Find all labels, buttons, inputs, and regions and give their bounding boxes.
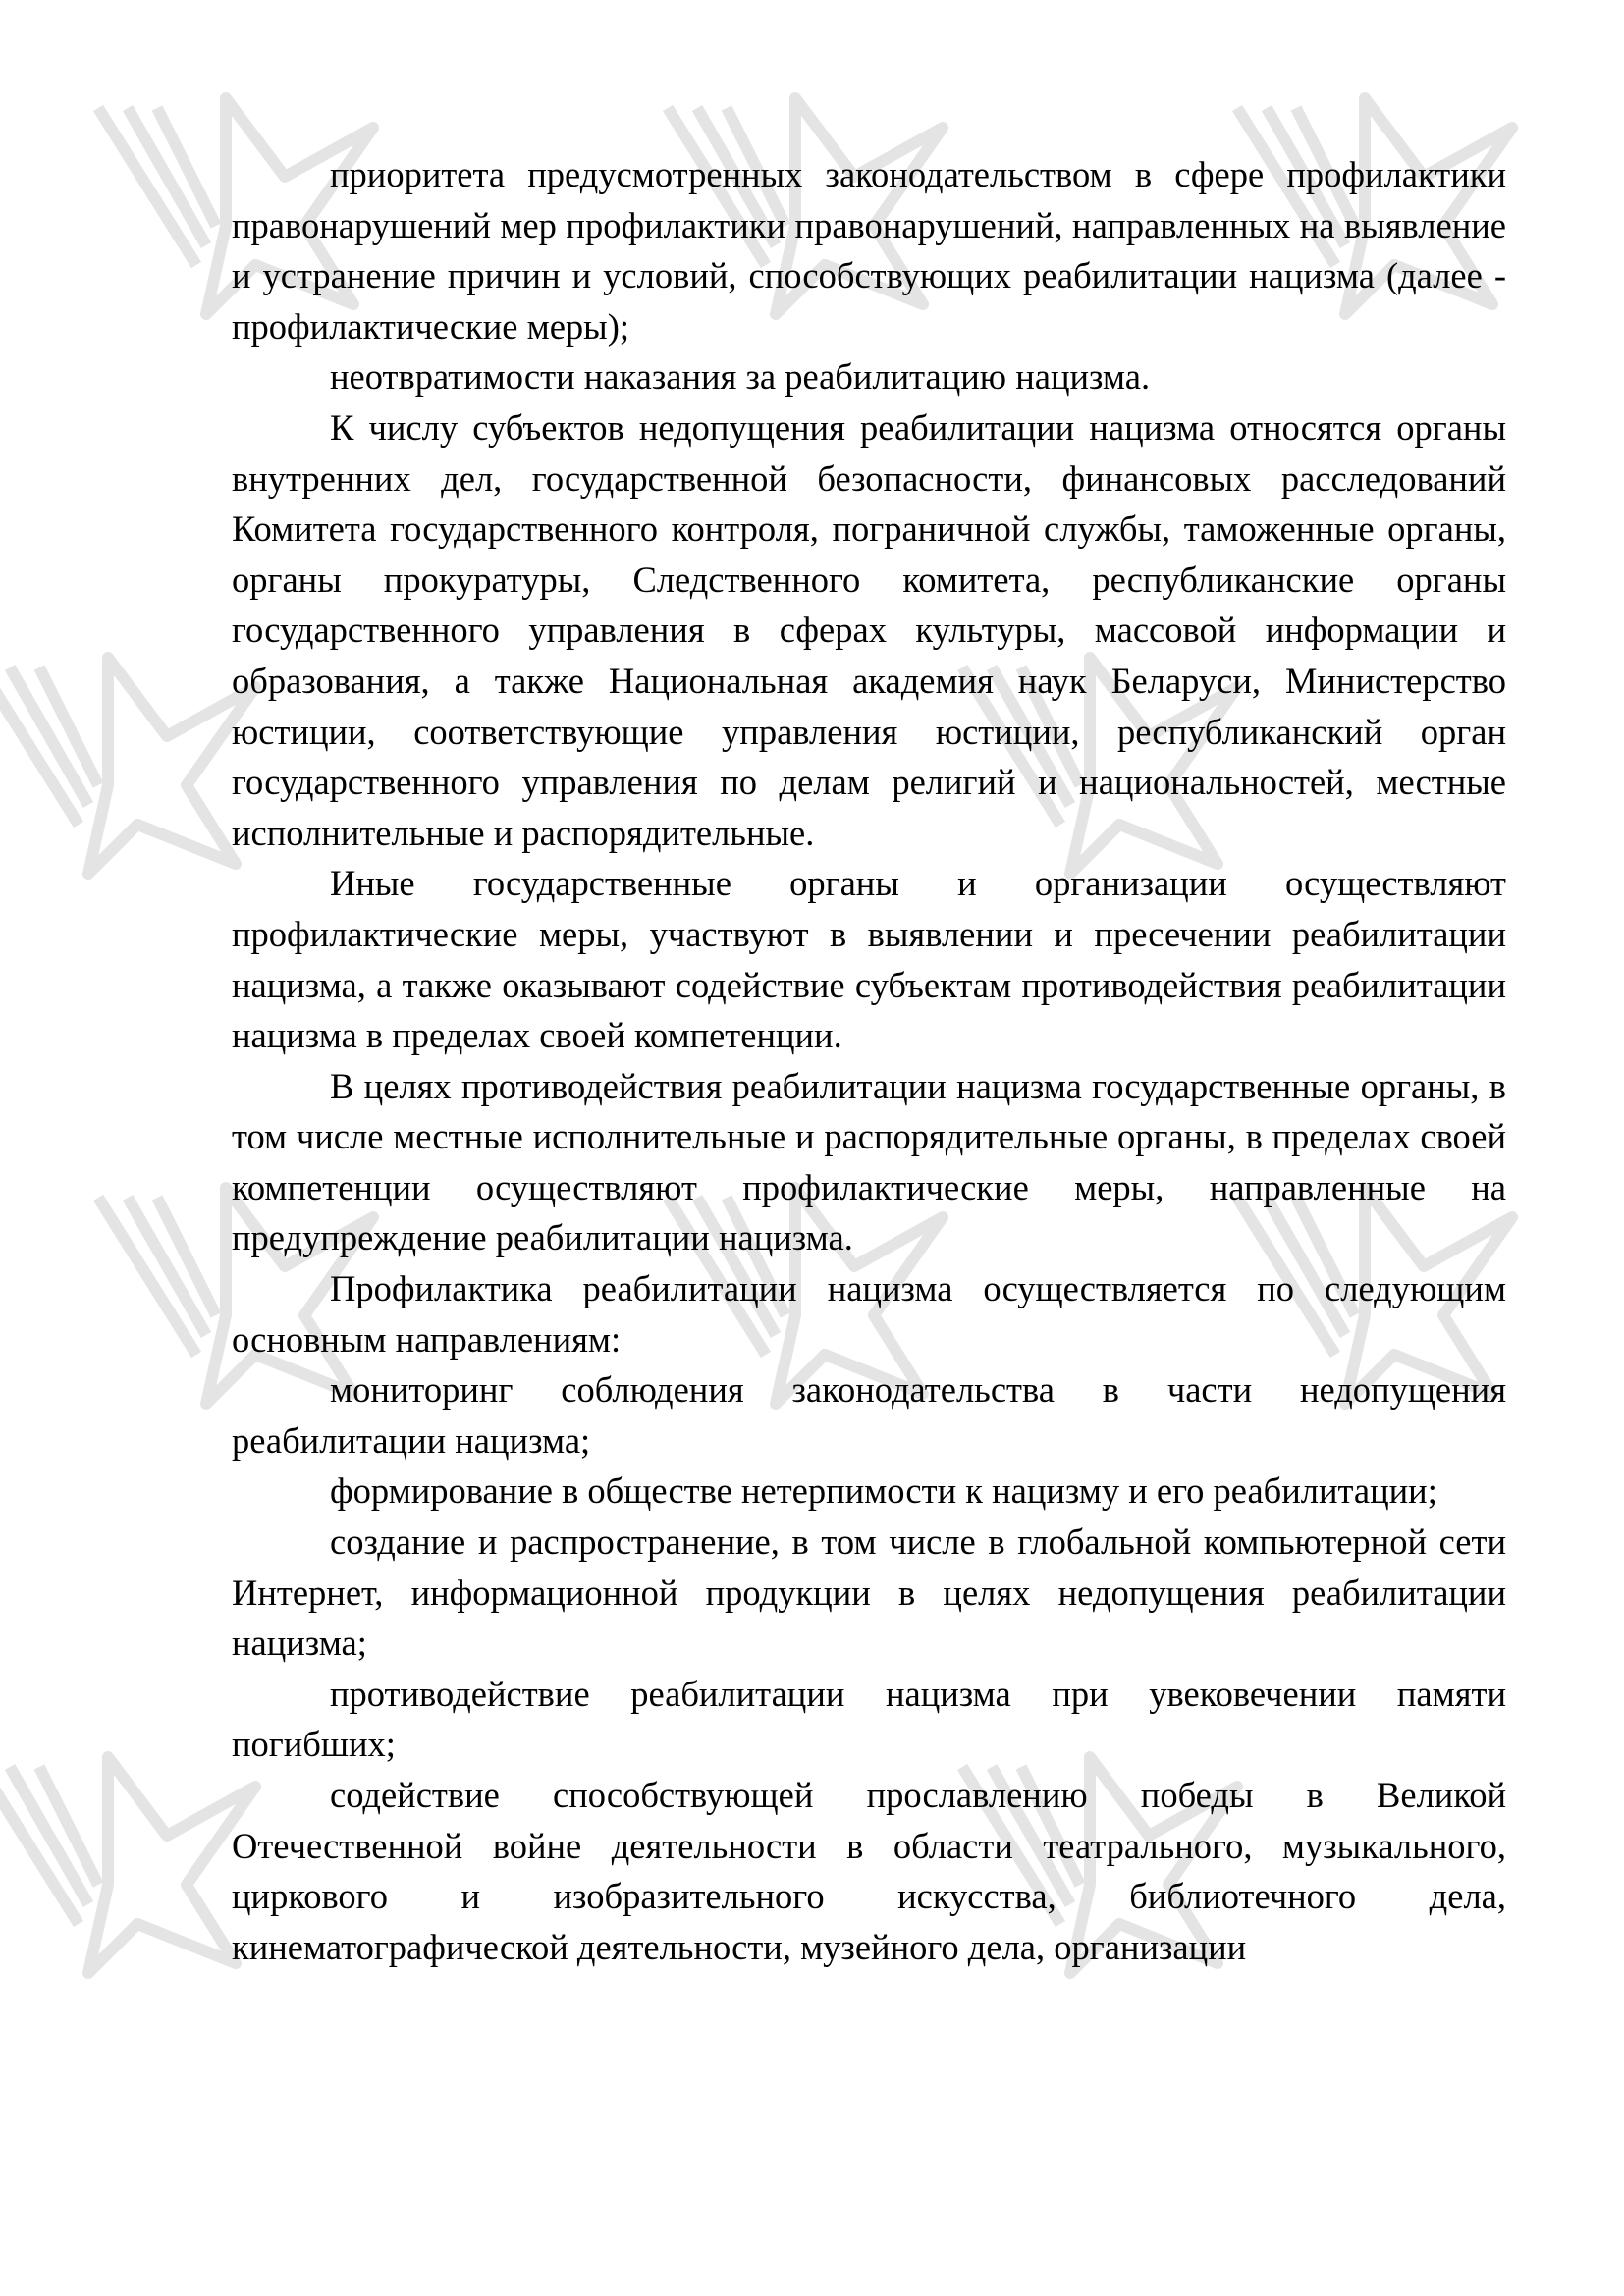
paragraph: К числу субъектов недопущения реабилитации нацизма относятся органы внутренних дел, государственной безопасности, финансовых расследований Комитета государственного контроля, пограничной службы, таможенные органы, органы прокуратуры, Следственного комитета, республиканские органы государственного управления в сферах культуры, массовой информации и образования, а также Национальная академия наук Беларуси, Министерство юстиции, соответствующие управления юстиции, республиканский орган государственного управления по делам религий и национальностей, местные исполнительные и распорядительные. [232,406,1506,853]
paragraph: мониторинг соблюдения законодательства в части недопущения реабилитации нацизма; [232,1369,1506,1461]
paragraph: Иные государственные органы и организации осуществляют профилактические меры, участвуют в выявлении и пресечении реабилитации нацизма, а также оказывают содействие субъектам противодействия реабилитации нацизма в пределах своей компетенции. [232,863,1506,1056]
paragraph: В целях противодействия реабилитации нацизма государственные органы, в том числе местные исполнительные и распорядительные органы, в пределах своей компетенции осуществляют профилактические меры, направленные на предупреждение реабилитации нацизма. [232,1065,1506,1258]
paragraph: неотвратимости наказания за реабилитацию нацизма. [330,356,1151,398]
paragraph: приоритета предусмотренных законодательством в сфере профилактики правонарушений мер профилактики правонарушений, направленных на выявление и устранение причин и условий, способствующих реабилитации нацизма (далее - профилактические меры); [232,154,1506,347]
paragraph: противодействие реабилитации нацизма при увековечении памяти погибших; [232,1673,1506,1765]
paragraph: содействие способствующей прославлению победы в Великой Отечественной войне деятельности в области театрального, музыкального, циркового и изобразительного искусства, библиотечного дела, кинематографической деятельности, музейного дела, организации [232,1775,1506,1967]
paragraph: создание и распространение, в том числе в глобальной компьютерной сети Интернет, информационной продукции в целях недопущения реабилитации нацизма; [232,1522,1506,1664]
paragraph: Профилактика реабилитации нацизма осуществляется по следующим основным направлениям: [232,1268,1506,1360]
document-body [232,149,1506,1972]
paragraph: формирование в обществе нетерпимости к нацизму и его реабилитации; [330,1470,1437,1512]
